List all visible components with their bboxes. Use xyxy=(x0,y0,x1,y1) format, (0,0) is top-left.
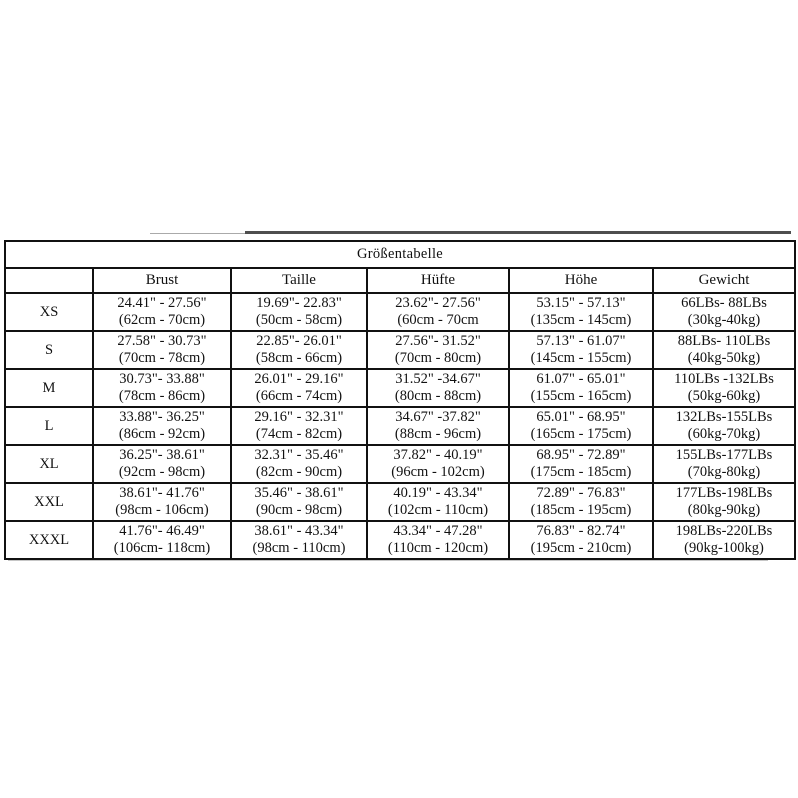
range-primary: 88LBs- 110LBs xyxy=(677,333,771,349)
range-metric: (60cm - 70cm xyxy=(397,312,479,328)
range-metric: (106cm- 118cm) xyxy=(113,540,211,556)
range-metric: (92cm - 98cm) xyxy=(118,464,206,480)
table-title: Größentabelle xyxy=(5,241,795,268)
range-primary: 40.19" - 43.34" xyxy=(393,485,483,501)
range-metric: (80cm - 88cm) xyxy=(394,388,482,404)
range-primary: 32.31" - 35.46" xyxy=(254,447,344,463)
range-metric: (74cm - 82cm) xyxy=(255,426,343,442)
table-row xyxy=(5,521,795,559)
range-metric: (30kg-40kg) xyxy=(687,312,761,328)
size-label: XXL xyxy=(5,483,93,521)
size-label: L xyxy=(5,407,93,445)
measurement-cell xyxy=(93,445,231,483)
header-taille: Taille xyxy=(231,268,367,293)
measurement-cell xyxy=(509,293,653,331)
range-primary: 43.34" - 47.28" xyxy=(393,523,483,539)
measurement-cell xyxy=(367,521,509,559)
range-primary: 27.56"- 31.52" xyxy=(395,333,481,349)
table-row xyxy=(5,483,795,521)
range-primary: 36.25"- 38.61" xyxy=(119,447,205,463)
range-metric: (50cm - 58cm) xyxy=(255,312,343,328)
measurement-cell xyxy=(93,521,231,559)
size-label: S xyxy=(5,331,93,369)
size-chart-table xyxy=(4,240,796,560)
range-primary: 53.15" - 57.13" xyxy=(536,295,626,311)
range-primary: 26.01" - 29.16" xyxy=(254,371,344,387)
table-row xyxy=(5,369,795,407)
range-metric: (60kg-70kg) xyxy=(687,426,761,442)
range-metric: (110cm - 120cm) xyxy=(387,540,489,556)
measurement-cell xyxy=(367,293,509,331)
measurement-cell xyxy=(509,521,653,559)
size-label: M xyxy=(5,369,93,407)
range-metric: (70cm - 78cm) xyxy=(118,350,206,366)
range-metric: (86cm - 92cm) xyxy=(118,426,206,442)
range-primary: 177LBs-198LBs xyxy=(675,485,773,501)
scan-artifact-line-thin xyxy=(150,233,246,234)
measurement-cell xyxy=(367,445,509,483)
range-primary: 155LBs-177LBs xyxy=(675,447,773,463)
range-primary: 66LBs- 88LBs xyxy=(681,295,767,311)
header-empty-cell xyxy=(5,268,93,293)
range-metric: (96cm - 102cm) xyxy=(391,464,485,480)
measurement-cell xyxy=(231,521,367,559)
table-row xyxy=(5,293,795,331)
scan-artifact-line-thick xyxy=(245,231,791,234)
measurement-cell xyxy=(653,369,795,407)
range-primary: 65.01" - 68.95" xyxy=(536,409,626,425)
measurement-cell xyxy=(93,483,231,521)
range-primary: 76.83" - 82.74" xyxy=(536,523,626,539)
range-metric: (155cm - 165cm) xyxy=(530,388,632,404)
range-metric: (88cm - 96cm) xyxy=(394,426,482,442)
size-table-body xyxy=(5,241,795,559)
range-metric: (66cm - 74cm) xyxy=(255,388,343,404)
range-primary: 37.82" - 40.19" xyxy=(393,447,483,463)
measurement-cell xyxy=(93,331,231,369)
measurement-cell xyxy=(509,331,653,369)
measurement-cell xyxy=(231,293,367,331)
range-primary: 41.76"- 46.49" xyxy=(119,523,205,539)
range-metric: (145cm - 155cm) xyxy=(530,350,632,366)
size-label: XS xyxy=(5,293,93,331)
range-metric: (90cm - 98cm) xyxy=(255,502,343,518)
range-primary: 29.16" - 32.31" xyxy=(254,409,344,425)
measurement-cell xyxy=(93,407,231,445)
measurement-cell xyxy=(367,483,509,521)
range-primary: 33.88"- 36.25" xyxy=(119,409,205,425)
range-primary: 68.95" - 72.89" xyxy=(536,447,626,463)
range-metric: (98cm - 110cm) xyxy=(252,540,346,556)
range-metric: (80kg-90kg) xyxy=(687,502,761,518)
range-primary: 198LBs-220LBs xyxy=(675,523,773,539)
range-primary: 110LBs -132LBs xyxy=(674,371,774,387)
header-row xyxy=(5,268,795,293)
range-primary: 35.46" - 38.61" xyxy=(254,485,344,501)
measurement-cell xyxy=(367,331,509,369)
size-label: XXXL xyxy=(5,521,93,559)
range-metric: (70cm - 80cm) xyxy=(394,350,482,366)
range-primary: 72.89" - 76.83" xyxy=(536,485,626,501)
range-metric: (70kg-80kg) xyxy=(687,464,761,480)
measurement-cell xyxy=(653,483,795,521)
title-row xyxy=(5,241,795,268)
measurement-cell xyxy=(231,331,367,369)
range-primary: 24.41" - 27.56" xyxy=(117,295,207,311)
range-metric: (165cm - 175cm) xyxy=(530,426,632,442)
range-primary: 38.61"- 41.76" xyxy=(119,485,205,501)
range-primary: 23.62"- 27.56" xyxy=(395,295,481,311)
size-label: XL xyxy=(5,445,93,483)
header-hoehe: Höhe xyxy=(509,268,653,293)
range-metric: (102cm - 110cm) xyxy=(387,502,489,518)
range-metric: (82cm - 90cm) xyxy=(255,464,343,480)
range-metric: (195cm - 210cm) xyxy=(530,540,632,556)
measurement-cell xyxy=(367,369,509,407)
header-huefte: Hüfte xyxy=(367,268,509,293)
measurement-cell xyxy=(509,483,653,521)
range-metric: (135cm - 145cm) xyxy=(530,312,632,328)
measurement-cell xyxy=(231,407,367,445)
range-metric: (40kg-50kg) xyxy=(687,350,761,366)
measurement-cell xyxy=(653,445,795,483)
range-metric: (175cm - 185cm) xyxy=(530,464,632,480)
measurement-cell xyxy=(93,293,231,331)
range-metric: (98cm - 106cm) xyxy=(115,502,209,518)
measurement-cell xyxy=(231,369,367,407)
range-primary: 61.07" - 65.01" xyxy=(536,371,626,387)
range-primary: 132LBs-155LBs xyxy=(675,409,773,425)
table-row xyxy=(5,407,795,445)
range-primary: 27.58" - 30.73" xyxy=(117,333,207,349)
header-brust: Brust xyxy=(93,268,231,293)
range-metric: (50kg-60kg) xyxy=(687,388,761,404)
measurement-cell xyxy=(653,331,795,369)
range-primary: 19.69"- 22.83" xyxy=(256,295,342,311)
measurement-cell xyxy=(509,445,653,483)
table-row xyxy=(5,331,795,369)
measurement-cell xyxy=(231,483,367,521)
range-primary: 38.61" - 43.34" xyxy=(254,523,344,539)
table-row xyxy=(5,445,795,483)
range-metric: (90kg-100kg) xyxy=(684,540,764,556)
range-metric: (78cm - 86cm) xyxy=(118,388,206,404)
range-primary: 34.67" -37.82" xyxy=(395,409,481,425)
range-primary: 22.85"- 26.01" xyxy=(256,333,342,349)
measurement-cell xyxy=(231,445,367,483)
range-primary: 57.13" - 61.07" xyxy=(536,333,626,349)
range-metric: (62cm - 70cm) xyxy=(118,312,206,328)
range-metric: (58cm - 66cm) xyxy=(255,350,343,366)
header-gewicht: Gewicht xyxy=(653,268,795,293)
measurement-cell xyxy=(509,369,653,407)
measurement-cell xyxy=(653,293,795,331)
measurement-cell xyxy=(653,407,795,445)
range-metric: (185cm - 195cm) xyxy=(530,502,632,518)
measurement-cell xyxy=(653,521,795,559)
range-primary: 30.73"- 33.88" xyxy=(119,371,205,387)
measurement-cell xyxy=(367,407,509,445)
measurement-cell xyxy=(509,407,653,445)
measurement-cell xyxy=(93,369,231,407)
range-primary: 31.52" -34.67" xyxy=(395,371,481,387)
